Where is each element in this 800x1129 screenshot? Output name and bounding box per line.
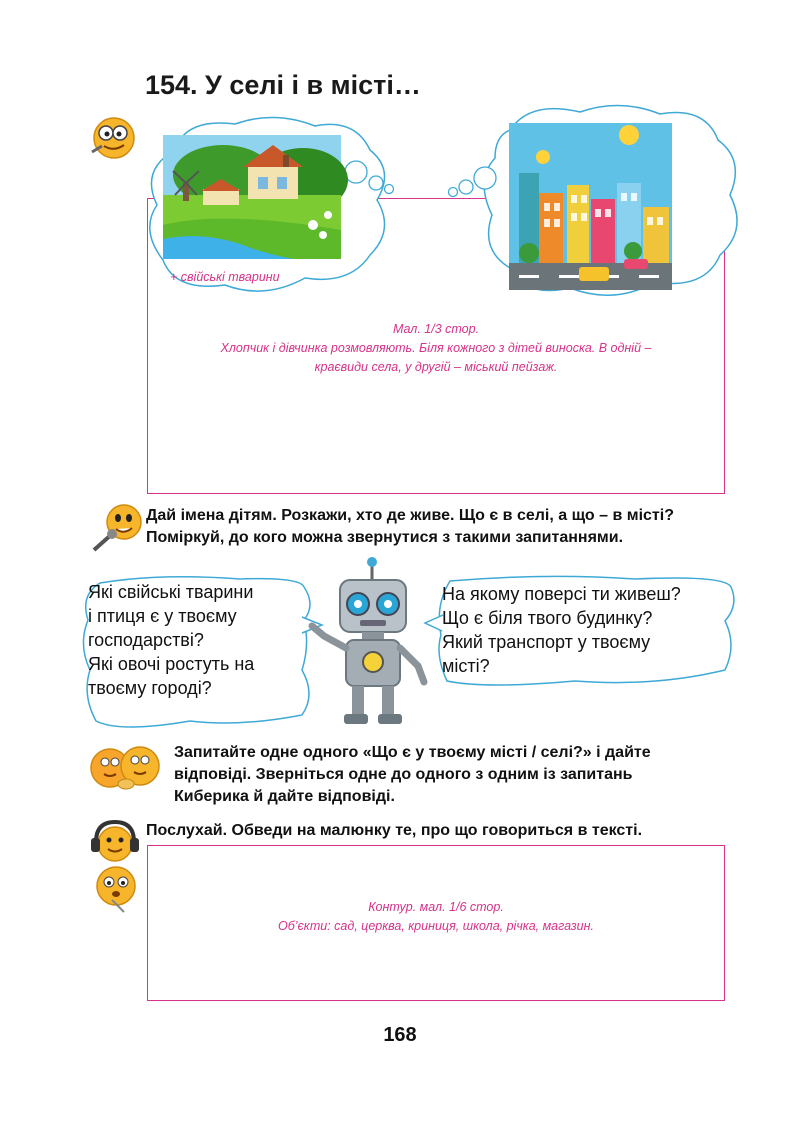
- task-line: Дай імена дітям. Розкажи, хто де живе. Що є в селі, а що – в місті?: [146, 507, 674, 524]
- task-line: Киберика й дайте відповіді.: [174, 788, 395, 805]
- illustration-note-2: [147, 898, 725, 936]
- bubble-line: Який транспорт у твоєму: [442, 632, 651, 652]
- left-bubble-text: [88, 580, 313, 700]
- bubble-line: Які свійські тварини: [88, 582, 254, 602]
- city-landscape-image: [509, 123, 672, 290]
- illustration-note-1: [147, 320, 725, 377]
- bubble-line: На якому поверсі ти живеш?: [442, 584, 681, 604]
- page-number: 168: [383, 1024, 417, 1046]
- village-landscape-image: [163, 135, 341, 259]
- lesson-title: 154. У селі і в місті…: [145, 70, 421, 100]
- pair-talk-smileys-icon: [90, 742, 162, 794]
- bubble-line: твоєму городі?: [88, 678, 212, 698]
- village-caption: + свійські тварини: [170, 270, 280, 284]
- note-line: Об’єкти: сад, церква, криниця, школа, річка, магазин.: [278, 919, 594, 933]
- right-bubble-text: [442, 582, 742, 678]
- bubble-line: Що є біля твого будинку?: [442, 608, 653, 628]
- task-3: Послухай. Обведи на малюнку те, про що говориться в тексті.: [146, 822, 643, 839]
- note-line: Контур. мал. 1/6 стор.: [368, 900, 504, 914]
- bubble-line: місті?: [442, 656, 490, 676]
- headphones-smiley-icon: [90, 818, 140, 864]
- task-line: Поміркуй, до кого можна звернутися з такими запитаннями.: [146, 529, 624, 546]
- note-line: краєвиди села, у другій – міський пейзаж.: [314, 360, 558, 374]
- task-line: відповіді. Зверніться одне до одного з одним із запитань: [174, 766, 633, 783]
- thinking-smiley-icon: [88, 112, 140, 160]
- bubble-line: Які овочі ростуть на: [88, 654, 255, 674]
- note-line: Хлопчик і дівчинка розмовляють. Біля кожного з дітей виноска. В одній –: [220, 341, 652, 355]
- task-line: Запитайте одне одного «Що є у твоєму місті / селі?» і дайте: [174, 744, 651, 761]
- task-1: [146, 505, 746, 549]
- microphone-smiley-icon: [90, 502, 146, 554]
- task-2: [174, 742, 729, 808]
- note-line: Мал. 1/3 стор.: [392, 322, 480, 336]
- pencil-smiley-icon: [90, 864, 140, 914]
- bubble-line: і птиця є у твоєму: [88, 606, 237, 626]
- bubble-line: господарстві?: [88, 630, 204, 650]
- robot-kiberik-icon: [300, 556, 440, 736]
